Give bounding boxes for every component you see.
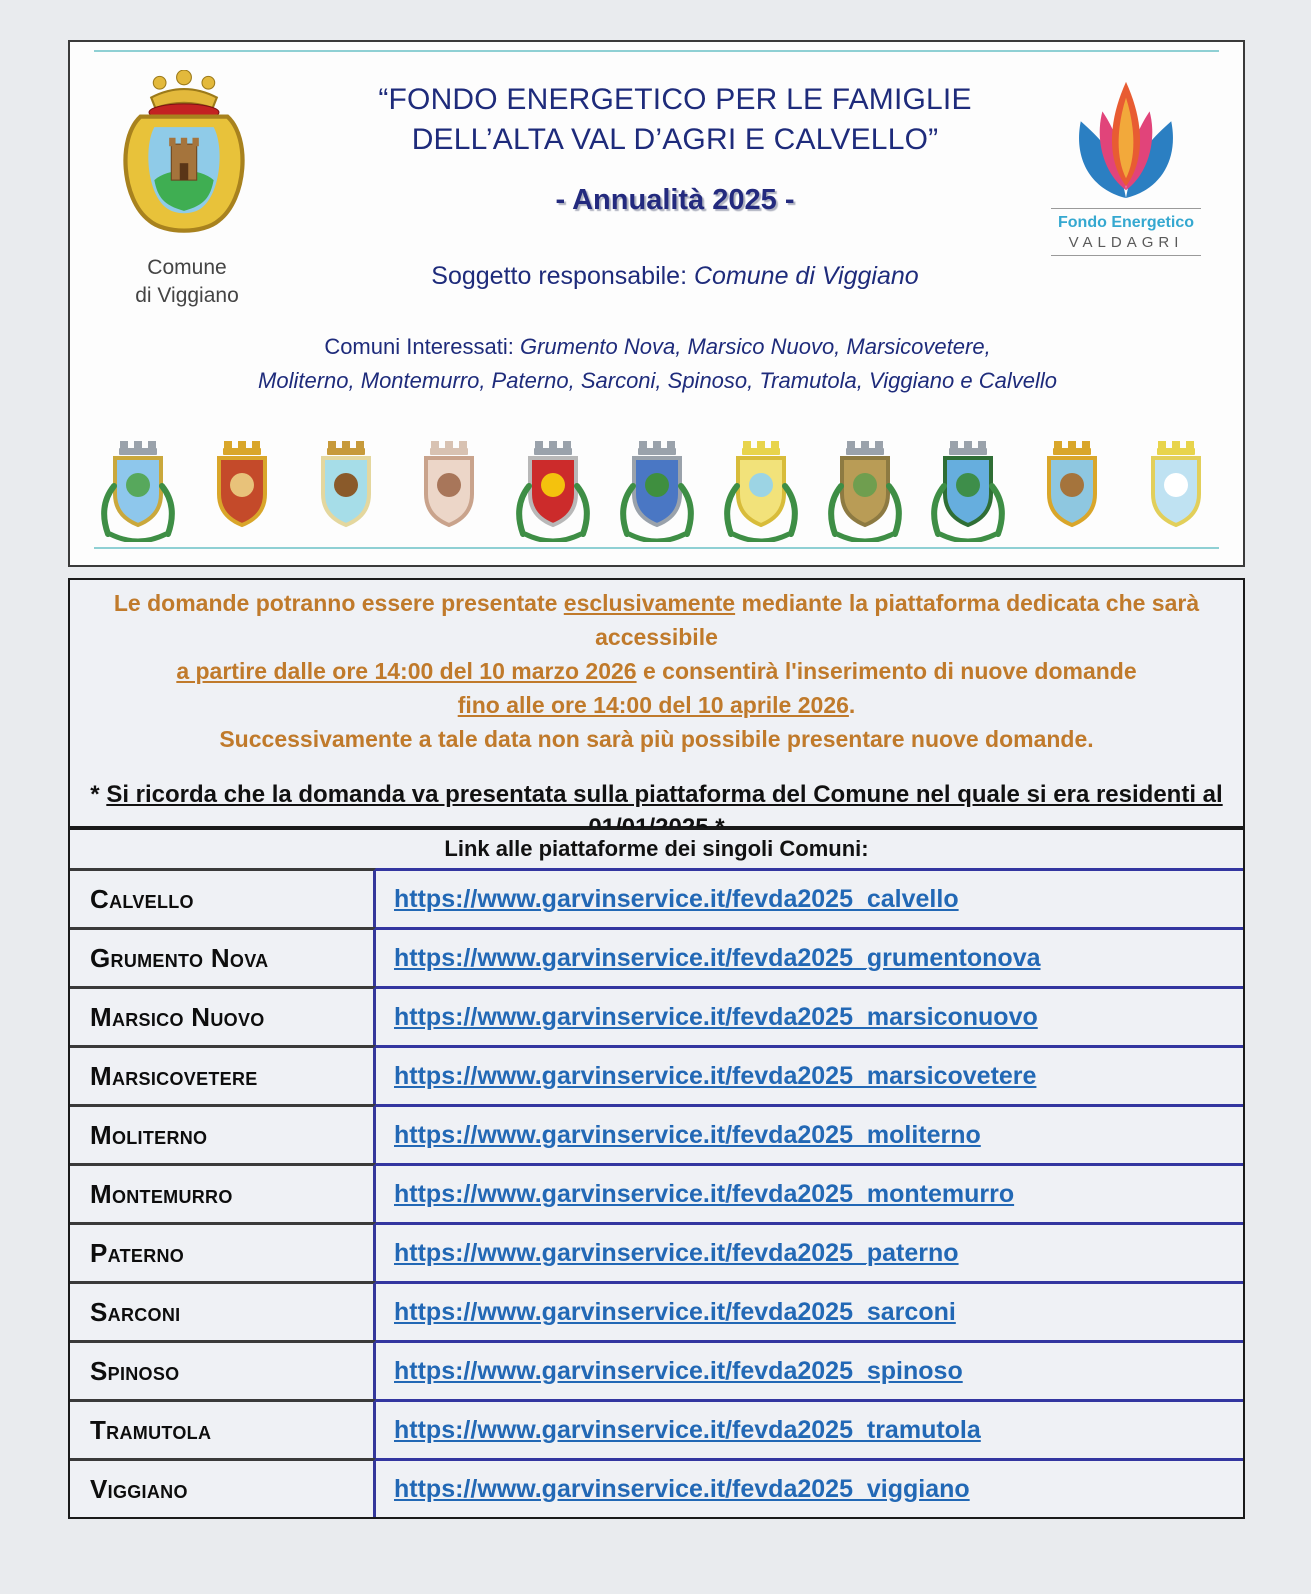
notice-box — [68, 578, 1245, 828]
links-table — [68, 828, 1245, 1519]
page-title: “FONDO ENERGETICO PER LE FAMIGLIE DELL’ALTA VAL D’AGRI E CALVELLO” — [378, 83, 972, 156]
platform-link[interactable]: https://www.garvinservice.it/fevda2025_montemurro — [394, 1179, 1015, 1208]
viggiano-logo-caption: Comune di Viggiano — [135, 256, 239, 308]
table-row — [70, 1163, 1243, 1222]
links-tbody — [70, 868, 1243, 1517]
right-logo-name: Fondo Energetico — [1051, 208, 1201, 232]
sarconi-coat-of-arms — [819, 438, 911, 542]
platform-link-cell — [376, 1458, 1243, 1517]
montemurro-coat-of-arms — [611, 438, 703, 542]
comune-name: Paterno — [70, 1222, 376, 1281]
platform-link-cell — [376, 1340, 1243, 1399]
comune-name: Viggiano — [70, 1458, 376, 1517]
marsicovetere-coat-of-arms — [403, 438, 495, 542]
municipal-emblems-strip — [92, 418, 1222, 542]
platform-link[interactable]: https://www.garvinservice.it/fevda2025_moliterno — [394, 1120, 981, 1149]
marsico-nuovo-coat-of-arms — [300, 438, 392, 542]
table-row — [70, 986, 1243, 1045]
deadline-notice: Le domande potranno essere presentate esclusivamente mediante la piattaforma dedicata che sarà accessibile a partire dalle ore 14:00 del 10 marzo 2026 e consentirà l'inserimento di nuove domande fino alle ore 14:00 del 10 aprile 2026. Successivamente a tale data non sarà più possibile presentare nuove domande. — [113, 590, 1200, 752]
grumento-nova-coat-of-arms — [196, 438, 288, 542]
platform-link[interactable]: https://www.garvinservice.it/fevda2025_spinoso — [394, 1356, 963, 1385]
moliterno-coat-of-arms — [507, 438, 599, 542]
platform-link[interactable]: https://www.garvinservice.it/fevda2025_paterno — [394, 1238, 959, 1267]
links-table-header: Link alle piattaforme dei singoli Comuni: — [444, 836, 869, 861]
tramutola-coat-of-arms — [1026, 438, 1118, 542]
comuni-interessati: Comuni Interessati: Grumento Nova, Marsico Nuovo, Marsicovetere, Moliterno, Montemurro, Paterno, Sarconi, Spinoso, Tramutola, Viggiano e Calvello — [258, 334, 1057, 394]
viggiano-small-coat-of-arms — [1130, 438, 1222, 542]
table-row — [70, 1045, 1243, 1104]
platform-link-cell — [376, 986, 1243, 1045]
bottom-divider — [94, 547, 1219, 549]
platform-link-cell — [376, 868, 1243, 927]
platform-link-cell — [376, 1104, 1243, 1163]
platform-link[interactable]: https://www.garvinservice.it/fevda2025_sarconi — [394, 1297, 956, 1326]
table-row — [70, 1340, 1243, 1399]
comune-name: Spinoso — [70, 1340, 376, 1399]
comune-name: Tramutola — [70, 1399, 376, 1458]
platform-link[interactable]: https://www.garvinservice.it/fevda2025_calvello — [394, 884, 959, 913]
table-row — [70, 1222, 1243, 1281]
top-divider — [94, 50, 1219, 52]
comune-name: Sarconi — [70, 1281, 376, 1340]
platform-link[interactable]: https://www.garvinservice.it/fevda2025_marsicovetere — [394, 1061, 1037, 1090]
residency-note: * Si ricorda che la domanda va presentata sulla piattaforma del Comune nel quale si era residenti al — [90, 781, 1223, 808]
comune-name: Moliterno — [70, 1104, 376, 1163]
platform-link[interactable]: https://www.garvinservice.it/fevda2025_tramutola — [394, 1415, 981, 1444]
annuity-subtitle: - Annualità 2025 - — [555, 184, 795, 216]
viggiano-coat-of-arms-icon — [100, 70, 268, 250]
comune-name: Grumento Nova — [70, 927, 376, 986]
platform-link[interactable]: https://www.garvinservice.it/fevda2025_viggiano — [394, 1474, 970, 1503]
platform-link[interactable]: https://www.garvinservice.it/fevda2025_grumentonova — [394, 943, 1041, 972]
paterno-coat-of-arms — [715, 438, 807, 542]
spinoso-coat-of-arms — [922, 438, 1014, 542]
comune-name: Marsico Nuovo — [70, 986, 376, 1045]
platform-link[interactable]: https://www.garvinservice.it/fevda2025_marsiconuovo — [394, 1002, 1038, 1031]
table-row — [70, 1281, 1243, 1340]
comune-name: Montemurro — [70, 1163, 376, 1222]
responsible-line: Soggetto responsabile: Comune di Viggiano — [431, 262, 919, 290]
platform-link-cell — [376, 1222, 1243, 1281]
table-row — [70, 1399, 1243, 1458]
flame-lotus-icon — [1067, 68, 1185, 206]
table-row — [70, 927, 1243, 986]
comune-name: Marsicovetere — [70, 1045, 376, 1104]
table-row — [70, 1104, 1243, 1163]
table-row — [70, 1458, 1243, 1517]
platform-link-cell — [376, 1045, 1243, 1104]
platform-link-cell — [376, 1399, 1243, 1458]
calvello-coat-of-arms — [92, 438, 184, 542]
right-logo-subname: VALDAGRI — [1051, 234, 1201, 256]
table-row — [70, 868, 1243, 927]
fondo-energetico-valdagri-logo — [1051, 68, 1201, 256]
platform-link-cell — [376, 1281, 1243, 1340]
header-box — [68, 40, 1245, 567]
comune-name: Calvello — [70, 868, 376, 927]
platform-link-cell — [376, 927, 1243, 986]
platform-link-cell — [376, 1163, 1243, 1222]
